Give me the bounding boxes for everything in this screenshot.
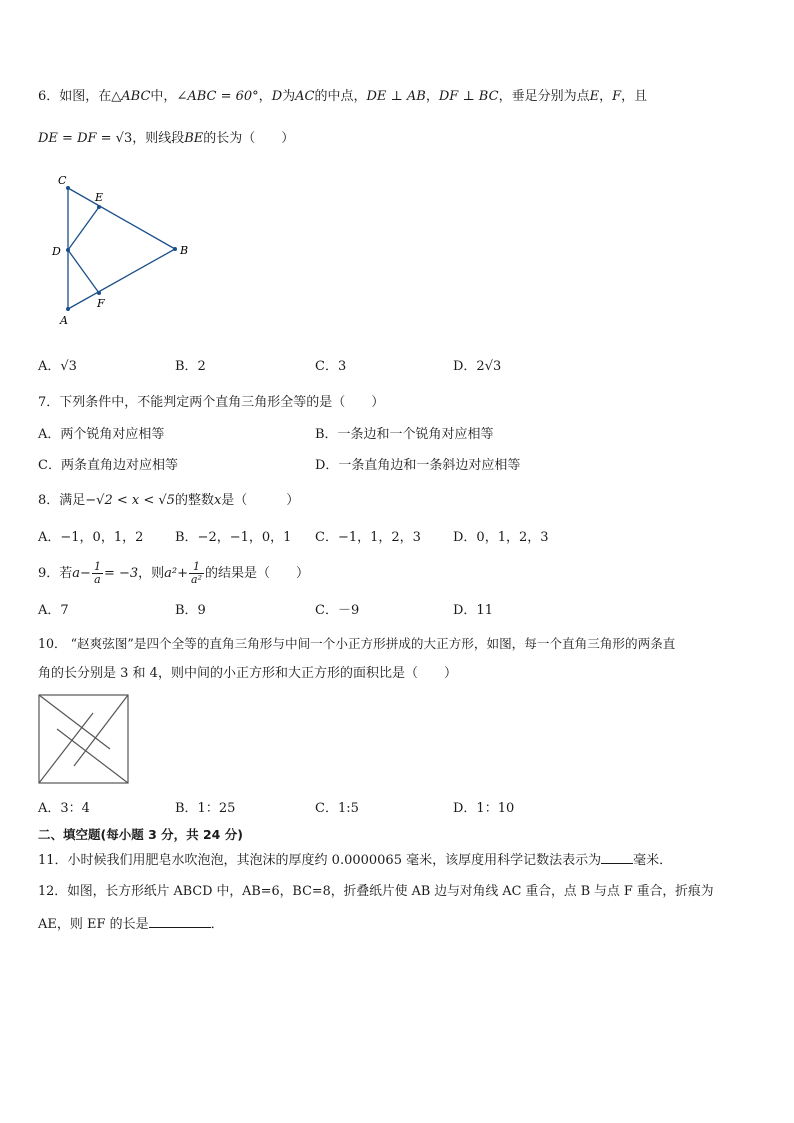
q10-stem-line2: 角的长分别是 3 和 4，则中间的小正方形和大正方形的面积比是（ ） <box>38 666 457 681</box>
q10-option-d[interactable]: D．1：10 <box>453 801 515 816</box>
q8-option-d[interactable]: D．0，1，2，3 <box>453 530 549 545</box>
q7-stem: 7．下列条件中，不能判定两个直角三角形全等的是（ ） <box>38 395 385 410</box>
label-e: E <box>95 191 104 204</box>
q8-option-c[interactable]: C．−1，1，2，3 <box>315 530 421 545</box>
zhao-shuang-diagram <box>37 693 131 785</box>
q6-stem-line1: 6．如图，在△ABC中，∠ABC = 60°，D为AC的中点，DE ⊥ AB，DF ⊥ BC，垂足分别为点E，F，且 <box>38 89 648 104</box>
label-a: A <box>60 314 68 327</box>
q7-option-c[interactable]: C．两条直角边对应相等 <box>38 458 178 473</box>
q12-stem-line2: AE，则 EF 的长是 ． <box>38 917 224 932</box>
q9-option-c[interactable]: C．－9 <box>315 603 360 618</box>
q6-triangle-figure <box>45 172 215 332</box>
q12-answer-blank[interactable] <box>149 915 211 928</box>
q11-answer-blank[interactable] <box>601 851 633 864</box>
q7-option-d[interactable]: D．一条直角边和一条斜边对应相等 <box>315 458 521 473</box>
q11-stem: 11．小时候我们用肥皂水吹泡泡，其泡沫的厚度约 0.0000065 毫米，该厚度用科学记数法表示为 毫米． <box>38 853 673 868</box>
label-d: D <box>52 245 61 258</box>
q7-option-a[interactable]: A．两个锐角对应相等 <box>38 427 165 442</box>
q12-stem-line1: 12．如图，长方形纸片 ABCD 中，AB=6，BC=8，折叠纸片使 AB 边与对角线 AC 重合，点 B 与点 F 重合，折痕为 <box>38 884 714 899</box>
q6-stem-line2: DE = DF = √3，则线段BE的长为（ ） <box>38 131 295 146</box>
q10-option-b[interactable]: B．1：25 <box>175 801 236 816</box>
label-f: F <box>97 297 105 310</box>
label-b: B <box>180 244 189 257</box>
q6-option-d[interactable]: D．2√3 <box>453 359 502 374</box>
q8-stem: 8．满足−√2 < x < √5的整数x是（ ） <box>38 493 300 508</box>
q9-fraction-1: $\frac{1}{a}$ <box>93 560 101 586</box>
q10-option-a[interactable]: A．3：4 <box>38 801 90 816</box>
q8-option-a[interactable]: A．−1，0，1，2 <box>38 530 144 545</box>
section-2-title: 二、填空题(每小题 3 分，共 24 分) <box>38 827 243 842</box>
q8-option-b[interactable]: B．−2，−1，0，1 <box>175 530 292 545</box>
q7-option-b[interactable]: B．一条边和一个锐角对应相等 <box>315 427 494 442</box>
q6-option-b[interactable]: B．2 <box>175 359 206 374</box>
q6-option-c[interactable]: C．3 <box>315 359 347 374</box>
q9-option-b[interactable]: B．9 <box>175 603 206 618</box>
q6-option-a[interactable]: A．√3 <box>38 359 77 374</box>
q9-option-a[interactable]: A．7 <box>38 603 69 618</box>
q9-option-d[interactable]: D．11 <box>453 603 493 618</box>
q10-option-c[interactable]: C．1:5 <box>315 801 359 816</box>
q9-stem: 9．若a− $\frac{1}{a}$ = −3，则a²+ $\frac{1}{\text{a²}}$ 的结果是（ ） <box>38 560 310 586</box>
label-c: C <box>58 174 67 187</box>
q9-fraction-2: $\frac{1}{\text{a²}}$ <box>191 560 203 586</box>
q10-stem-line1: 10． “赵爽弦图”是四个全等的直角三角形与中间一个小正方形拼成的大正方形，如图，每一个直角三角形的两条直 <box>38 636 676 651</box>
